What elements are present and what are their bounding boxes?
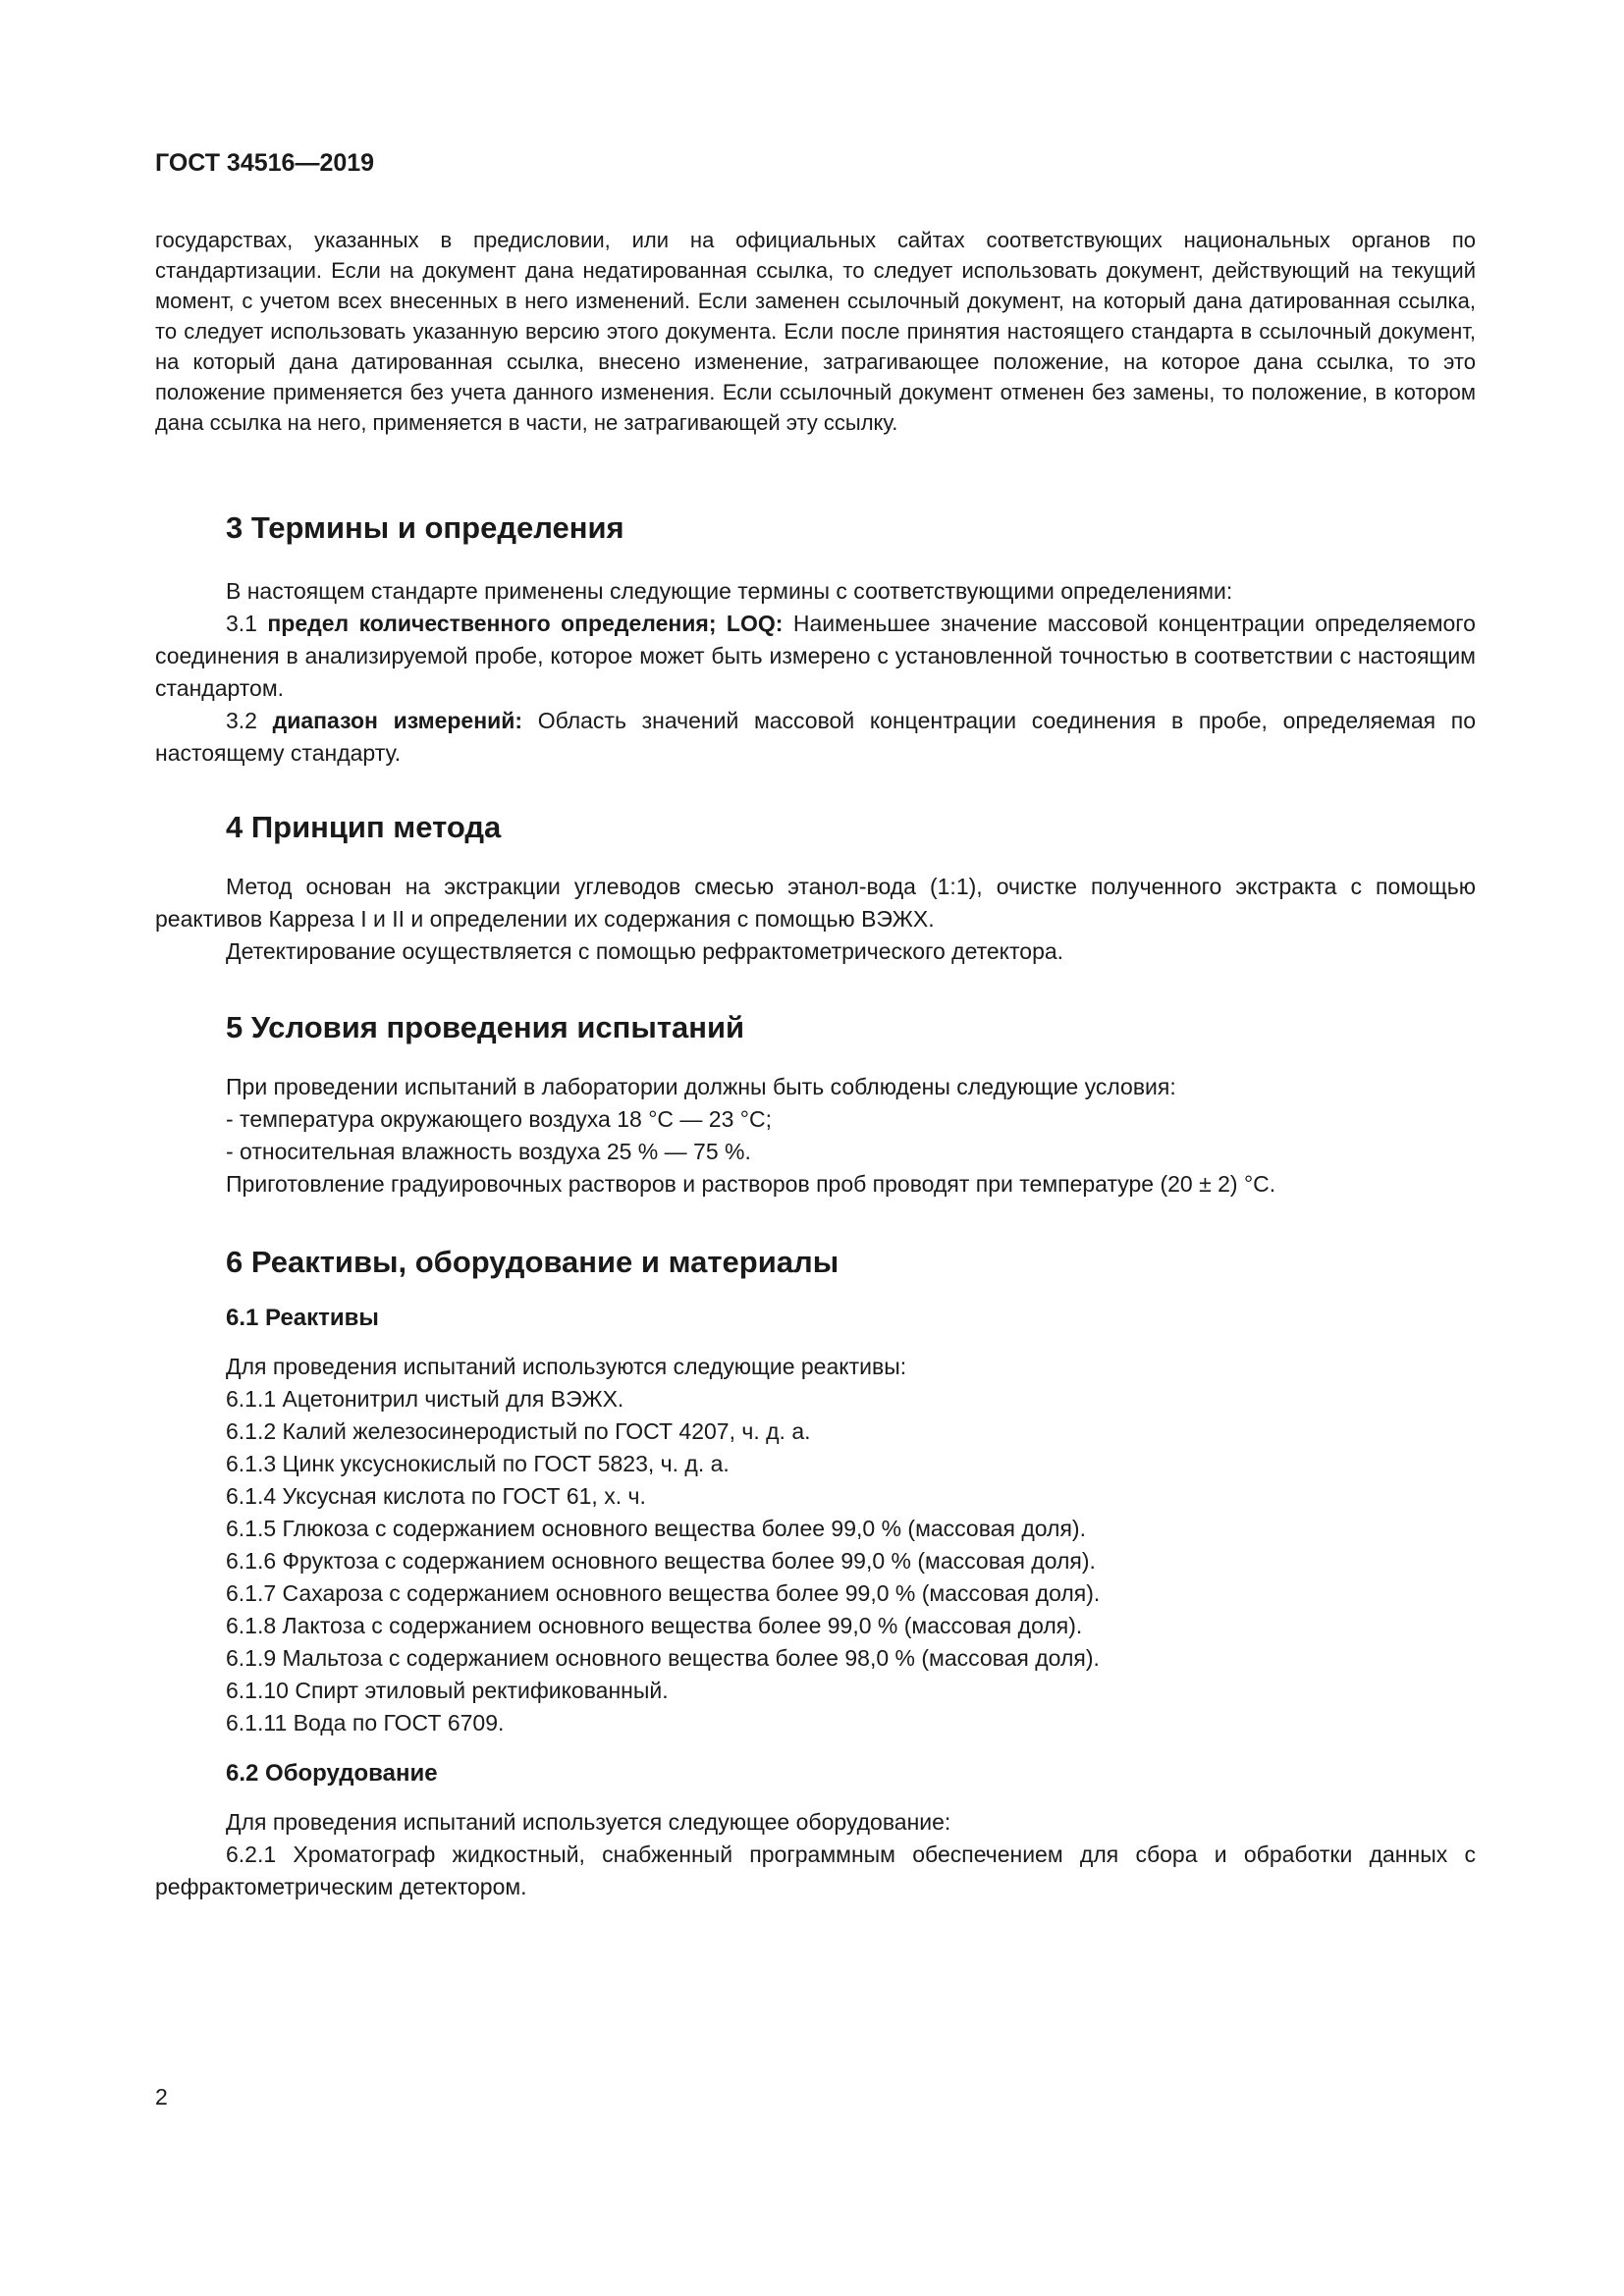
section-4 xyxy=(155,808,1476,968)
reagent-item: 6.1.5 Глюкоза с содержанием основного вещества более 99,0 % (массовая доля). xyxy=(226,1516,1086,1541)
section-3-intro: В настоящем стандарте применены следующие термины с соответствующими определениями: xyxy=(226,578,1233,604)
reagent-item: 6.1.2 Калий железосинеродистый по ГОСТ 4207, ч. д. а. xyxy=(226,1418,811,1444)
intro-paragraph: государствах, указанных в предисловии, или на официальных сайтах соответствующих национальных органов по стандартизации. Если на документ дана недатированная ссылка, то следует использовать документ, действующий на текущий момент, с учетом всех внесенных в него изменений. Если заменен ссылочный документ, на который дана датированная ссылка, то следует использовать указанную версию этого документа. Если после принятия настоящего стандарта в ссылочный документ, на который дана датированная ссылка, внесено изменение, затрагивающее положение, на которое дана ссылка, то это положение применяется без учета данного изменения. Если ссылочный документ отменен без замены, то положение, в котором дана ссылка на него, применяется в части, не затрагивающей эту ссылку. xyxy=(155,228,1476,435)
condition-item: - относительная влажность воздуха 25 % — 75 %. xyxy=(226,1139,751,1164)
subsection-6-2-intro: Для проведения испытаний используется следующее оборудование: xyxy=(226,1809,951,1835)
condition-item: - температура окружающего воздуха 18 °С — 23 °С; xyxy=(226,1106,772,1132)
reagent-item: 6.1.3 Цинк уксуснокислый по ГОСТ 5823, ч. д. а. xyxy=(226,1451,730,1476)
term-definition: Наименьшее значение массовой концентрации определяемого соединения в анализируемой пробе, которое может быть измерено с установленной точностью в соответствии с настоящим стандартом. xyxy=(155,611,1476,701)
section-3-title: 3 Термины и определения xyxy=(226,510,624,545)
reagent-item: 6.1.4 Уксусная кислота по ГОСТ 61, х. ч. xyxy=(226,1483,646,1509)
section-4-paragraph: Метод основан на экстракции углеводов смесью этанол-вода (1:1), очистке полученного экстракта с помощью реактивов Карреза I и II и определении их содержания с помощью ВЭЖХ. xyxy=(155,874,1476,932)
section-5-intro: При проведении испытаний в лаборатории должны быть соблюдены следующие условия: xyxy=(226,1074,1176,1099)
reagent-item: 6.1.9 Мальтоза с содержанием основного вещества более 98,0 % (массовая доля). xyxy=(226,1645,1100,1671)
term-3-1 xyxy=(155,608,1476,705)
term-name: предел количественного определения; LOQ: xyxy=(267,611,784,636)
reagent-item: 6.1.10 Спирт этиловый ректификованный. xyxy=(226,1678,669,1703)
section-4-title: 4 Принцип метода xyxy=(226,810,502,844)
section-5-title: 5 Условия проведения испытаний xyxy=(226,1010,745,1044)
term-name: диапазон измерений: xyxy=(272,708,523,733)
section-5-outro: Приготовление градуировочных растворов и растворов проб проводят при температуре (20 ± 2) °С. xyxy=(226,1171,1276,1197)
intro-block xyxy=(155,225,1476,438)
term-3-2 xyxy=(155,705,1476,770)
reagent-item: 6.1.1 Ацетонитрил чистый для ВЭЖХ. xyxy=(226,1386,624,1412)
section-6-title: 6 Реактивы, оборудование и материалы xyxy=(226,1245,839,1279)
reagent-list xyxy=(155,1383,1476,1739)
subsection-6-1-title: 6.1 Реактивы xyxy=(226,1305,379,1331)
equipment-item: 6.2.1 Хроматограф жидкостный, снабженный программным обеспечением для сбора и обработки данных с рефрактометрическим детектором. xyxy=(155,1842,1476,1899)
term-number: 3.2 xyxy=(226,708,273,733)
section-5 xyxy=(155,1008,1476,1201)
reagent-item: 6.1.7 Сахароза с содержанием основного вещества более 99,0 % (массовая доля). xyxy=(226,1580,1101,1606)
page-number: 2 xyxy=(155,2084,168,2109)
section-4-paragraph: Детектирование осуществляется с помощью рефрактометрического детектора. xyxy=(226,938,1064,964)
reagent-item: 6.1.8 Лактоза с содержанием основного вещества более 99,0 % (массовая доля). xyxy=(226,1613,1083,1638)
reagent-item: 6.1.11 Вода по ГОСТ 6709. xyxy=(226,1710,505,1735)
term-definition: Область значений массовой концентрации соединения в пробе, определяемая по настоящему стандарту. xyxy=(155,708,1476,766)
section-6 xyxy=(155,1243,1476,1903)
subsection-6-1-intro: Для проведения испытаний используются следующие реактивы: xyxy=(226,1354,907,1379)
subsection-6-2-title: 6.2 Оборудование xyxy=(226,1760,438,1787)
reagent-item: 6.1.6 Фруктоза с содержанием основного вещества более 99,0 % (массовая доля). xyxy=(226,1548,1096,1574)
term-number: 3.1 xyxy=(226,611,268,636)
section-3 xyxy=(155,508,1476,770)
document-header: ГОСТ 34516—2019 xyxy=(155,149,375,177)
